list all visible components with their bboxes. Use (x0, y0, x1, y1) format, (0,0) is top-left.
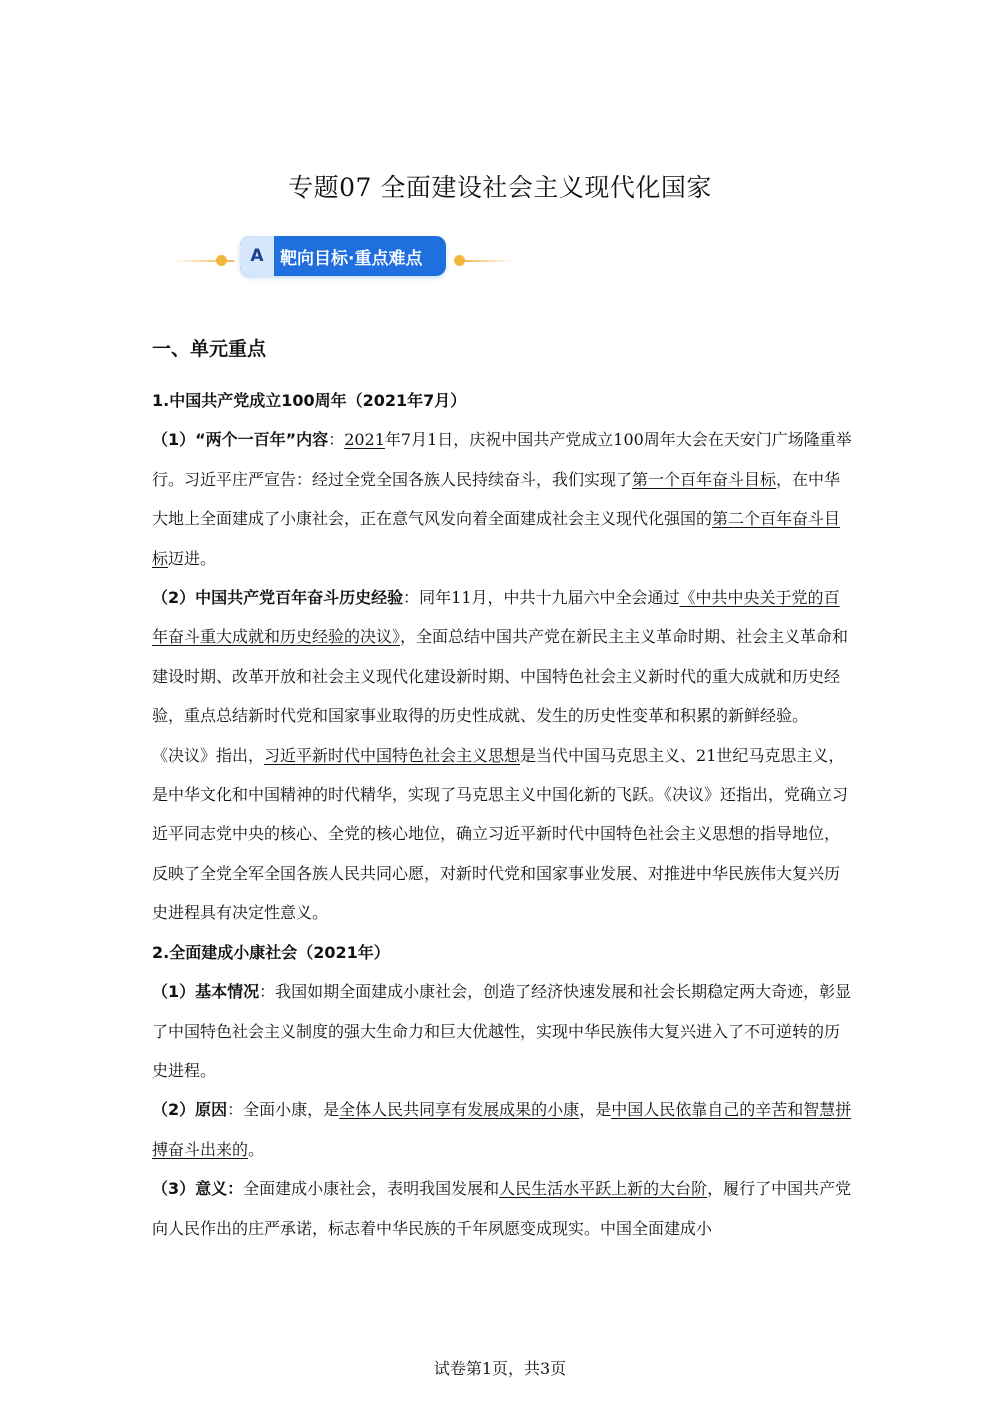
topic1-heading: 1.中国共产党成立100周年（2021年7月） (152, 391, 467, 410)
topic2-p1-sep: ： (259, 982, 276, 1002)
topic1-p1-label: （1）“两个一百年”内容 (152, 430, 329, 450)
topic1-p3-underline-1: 习近平新时代中国特色社会主义思想 (264, 745, 521, 765)
topic1-p1-text-2: 年7月1日，庆祝中国共产党成立100周年大会在天安门广场隆重举行。习近平庄严宣告：经过全党全国各族人民持续奋斗，我们实现了 (152, 430, 852, 489)
topic1-p3-text-2: 是当代中国马克思主义、21世纪马克思主义，是中华文化和中国精神的时代精华，实现了马克思主义中国化新的飞跃。《决议》还指出，党确立习近平同志党中央的核心、全党的核心地位，确立习近平新时代中国特色社会主义思想的指导地位，反映了全党全军全国各族人民共同心愿，对新时代党和国家事业发展、对推进中华民族伟大复兴历史进程具有决定性意义。 (152, 745, 849, 923)
topic2-p3-underline-1: 人民生活水平跃上新的大台阶 (499, 1179, 708, 1199)
banner-letter: A (240, 236, 274, 276)
topic2-p3-label: （3）意义： (152, 1179, 244, 1199)
topic2-p2-text-3: 。 (248, 1139, 265, 1159)
section-heading: 一、单元重点 (152, 338, 267, 360)
topic1-paragraph-2 (152, 578, 852, 736)
topic2-p2-sep: ： (227, 1100, 244, 1120)
topic1-p2-underline-1: 《中共中央关于党的百年奋斗重大成就和历史经验的决议》 (152, 588, 840, 647)
topic1-p1-underline-1: 第一个百年奋斗目标 (632, 469, 777, 489)
topic2-p2-underline-2: 中国人民依靠自己的辛苦和智慧拼搏奋斗出来的 (152, 1100, 852, 1159)
topic1-p1-sep: ： (328, 430, 345, 450)
banner-line-right (462, 260, 512, 262)
document-title: 专题07 全面建设社会主义现代化国家 (288, 173, 712, 202)
section-banner (172, 236, 512, 278)
topic2-p2-text-1: 全面小康，是 (243, 1100, 340, 1120)
banner-label: 靶向目标·重点难点 (280, 248, 423, 269)
topic2-heading: 2.全面建成小康社会（2021年） (152, 942, 390, 962)
topic2-p2-text-2: ，是 (579, 1100, 612, 1120)
topic1-p1-underline-2: 第二个百年奋斗目标 (152, 509, 841, 568)
topic2-p3-text-2: ，履行了中国共产党向人民作出的庄严承诺，标志着中华民族的千年夙愿变成现实。中国全面建成小 (152, 1179, 852, 1238)
topic2-p2-underline-1: 全体人民共同享有发展成果的小康 (339, 1100, 580, 1120)
banner-dot-left-icon (216, 255, 227, 266)
topic2-paragraph-1 (152, 972, 852, 1090)
topic2-paragraph-3 (152, 1169, 852, 1248)
topic1-p2-text-1: 同年11月，中共十九届六中全会通过 (419, 588, 680, 608)
topic2-p1-text-1: 我国如期全面建成小康社会，创造了经济快速发展和社会长期稳定两大奇迹，彰显了中国特色社会主义制度的强大生命力和巨大优越性，实现中华民族伟大复兴进入了不可逆转的历史进程。 (152, 982, 852, 1080)
topic2-paragraph-2 (152, 1090, 852, 1169)
topic1-p1-year: 2021 (344, 430, 385, 450)
topic1-p1-text-4: 迈进。 (168, 548, 217, 568)
topic1-paragraph-1 (152, 420, 852, 578)
topic1-p2-sep: ： (403, 588, 420, 608)
topic1-p1-text-3: ，在中华大地上全面建成了小康社会，正在意气风发向着全面建成社会主义现代化强国的 (152, 469, 841, 529)
topic1-p2-text-2: ，全面总结中国共产党在新民主主义革命时期、社会主义革命和建设时期、改革开放和社会主义现代化建设新时期、中国特色社会主义新时代的重大成就和历史经验，重点总结新时代党和国家事业取得的历史性成就、发生的历史性变革和积累的新鲜经验。 (152, 627, 849, 726)
topic2-p2-label: （2）原因 (152, 1100, 228, 1120)
topic1-p3-text-1: 《决议》指出， (152, 745, 265, 765)
topic2-p1-label: （1）基本情况 (152, 982, 260, 1002)
document-body (152, 381, 852, 1248)
banner-badge (240, 236, 446, 276)
topic1-p2-label: （2）中国共产党百年奋斗历史经验 (152, 588, 404, 608)
topic1-paragraph-3 (152, 736, 852, 933)
page-footer: 试卷第1页，共3页 (433, 1359, 567, 1378)
topic2-p3-text-1: 全面建成小康社会，表明我国发展和 (243, 1179, 500, 1199)
